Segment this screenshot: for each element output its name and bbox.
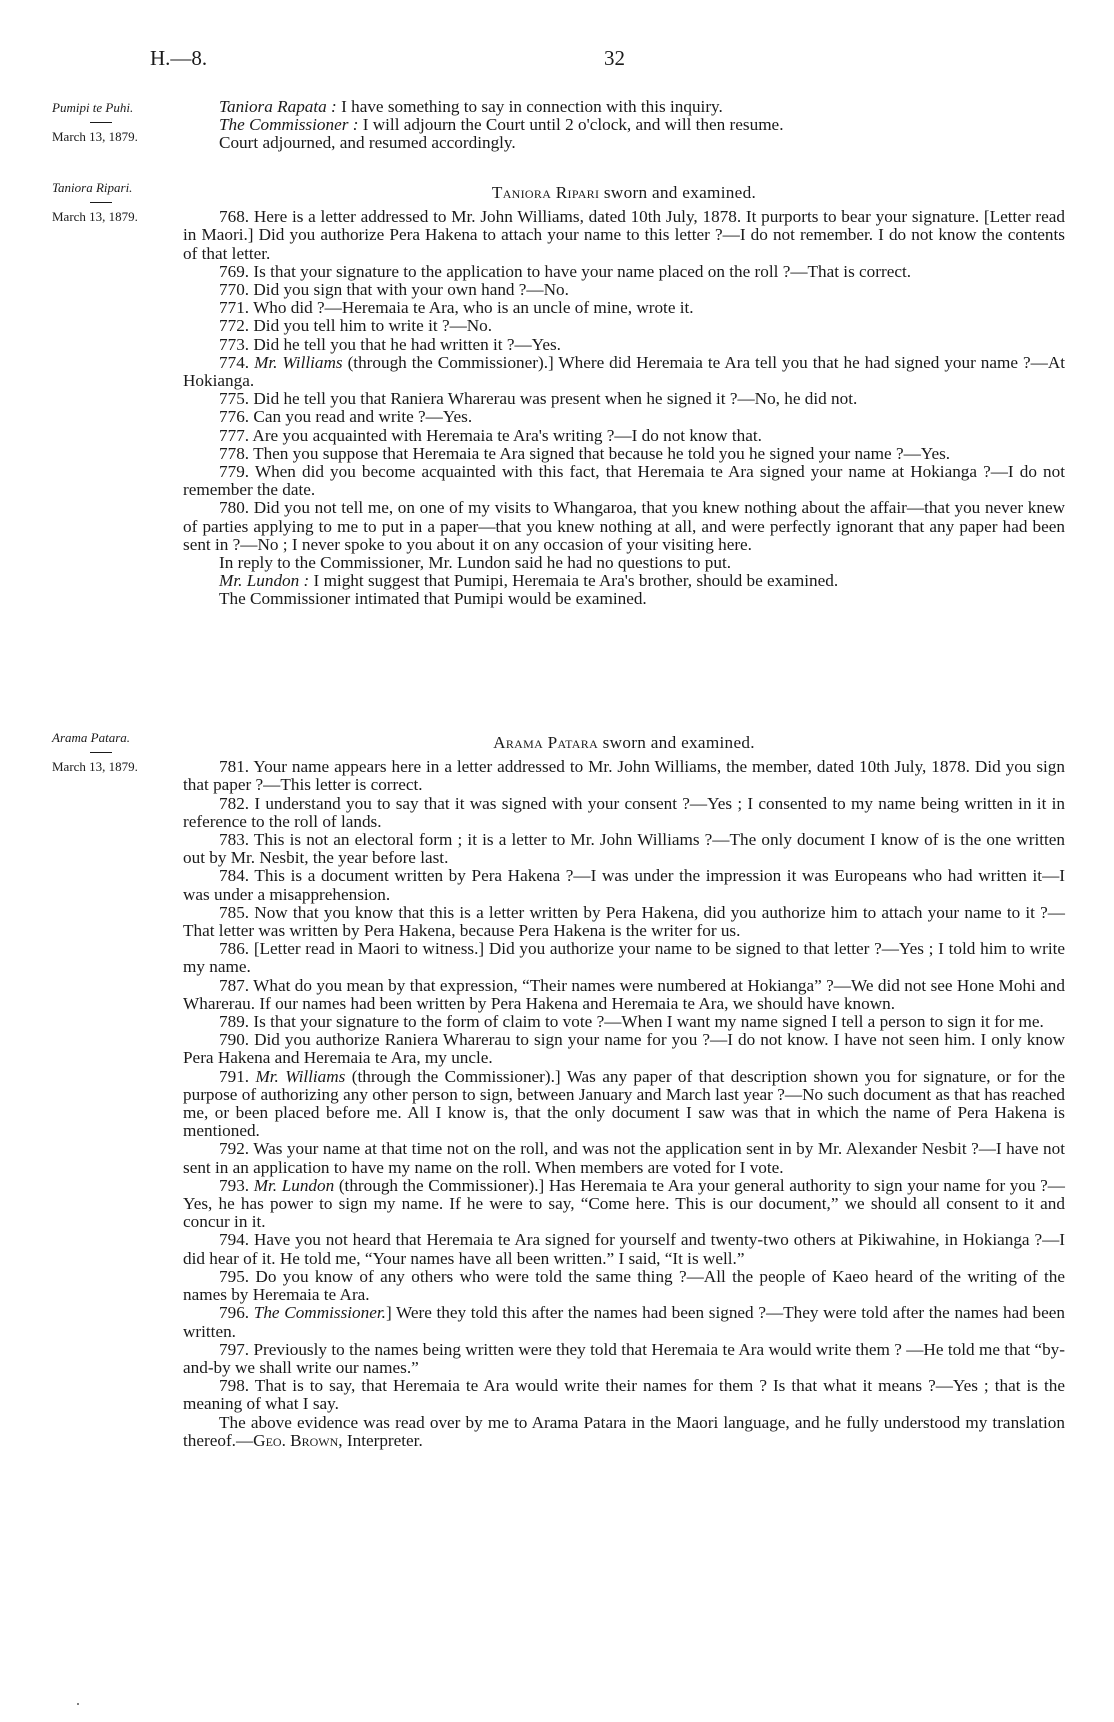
question-770: 770. Did you sign that with your own hand ?—No. — [219, 280, 569, 300]
question-783: 783. This is not an electoral form ; it is a letter to Mr. John Williams ?—The only document I know of is the one written out by Mr. Nesbit, the year before last. — [183, 830, 1065, 868]
margin-rule — [90, 122, 112, 123]
margin-note-name: Arama Patara. — [52, 730, 130, 745]
question-776: 776. Can you read and write ?—Yes. — [219, 407, 473, 427]
question-794: 794. Have you not heard that Heremaia te Ara signed for yourself and twenty-two others at Pikiwahine, in Hokianga ?—I did hear of it. He told me, “Your names have all been written.” I said, “It is well.” — [183, 1230, 1065, 1268]
court-adjourned: Court adjourned, and resumed accordingly. — [219, 133, 516, 153]
question-777: 777. Are you acquainted with Heremaia te Ara's writing ?—I do not know that. — [219, 425, 762, 445]
question-number: 796. — [219, 1303, 254, 1323]
closing-statement — [183, 1414, 1065, 1450]
question-774 — [183, 354, 1065, 390]
margin-rule — [90, 202, 112, 203]
speaker-name: Mr. Lundon : — [219, 571, 310, 591]
margin-note-name: Pumipi te Puhi. — [52, 100, 134, 115]
question-number: 791. — [219, 1066, 256, 1086]
margin-note-name: Taniora Ripari. — [52, 180, 133, 195]
question-772: 772. Did you tell him to write it ?—No. — [219, 316, 493, 336]
speaker-name: The Commissioner. — [253, 1303, 386, 1323]
question-780: 780. Did you not tell me, on one of my visits to Whangaroa, that you knew nothing about the affair—that you never knew of parties applying to me to put in a paper—that you knew nothing at all, and were perfectly ignorant that any paper had been sent in ?—No ; I never spoke to you about it on any occasion of your visiting here. — [183, 498, 1065, 554]
statement-commissioner — [183, 116, 1065, 134]
question-text: (through the Commissioner).] Was any paper of that description shown you for signature, or for the purpose of authorizing any other person to sign, between January and March last year ?—No such document as that has reached me, or been placed before me. All I know is, that the only document I saw was that in which the name of Pera Hakena is mentioned. — [183, 1066, 1066, 1141]
question-792: 792. Was your name at that time not on the roll, and was not the application sent in by Mr. Alexander Nesbit ?—I have not sent in an application to have my name on the roll. When members are voted for I vote. — [183, 1139, 1065, 1177]
question-text: ] Were they told this after the names had been signed ?—They were told after the names had been written. — [183, 1303, 1065, 1341]
question-785: 785. Now that you know that this is a letter written by Pera Hakena, did you authorize him to attach your name to it ?—That letter was written by Pera Hakena, because Pera Hakena is the writer for us. — [183, 902, 1065, 941]
interpreter-signature: Geo. Brown — [253, 1430, 339, 1450]
margin-note-date: March 13, 1879. — [52, 129, 138, 144]
question-795: 795. Do you know of any others who were told the same thing ?—All the people of Kaeo heard of the writing of the names by Heremaia te Ara. — [183, 1266, 1065, 1305]
witness-heading — [183, 734, 1065, 752]
witness-heading — [183, 184, 1065, 202]
margin-note-taniora — [52, 180, 172, 225]
question-796 — [183, 1304, 1065, 1340]
speaker-name: Mr. Williams — [255, 1066, 346, 1086]
margin-note-arama — [52, 730, 172, 775]
statement-text: I will adjourn the Court until 2 o'clock, and will then resume. — [358, 115, 784, 135]
statement-text: I have something to say in connection with this inquiry. — [336, 97, 723, 116]
closing-text: The above evidence was read over by me to Arama Patara in the Maori language, and he fully understood my translation thereof.— — [183, 1412, 1065, 1450]
question-771: 771. Who did ?—Heremaia te Ara, who is an uncle of mine, wrote it. — [219, 298, 694, 318]
question-775: 775. Did he tell you that Raniera Wharerau was present when he signed it ?—No, he did not. — [219, 389, 858, 409]
margin-rule — [90, 752, 112, 753]
question-text: (through the Commissioner).] Where did Heremaia te Ara tell you that he had signed your name ?—At Hokianga. — [183, 352, 1066, 391]
statement-rapata — [183, 98, 1065, 116]
question-769: 769. Is that your signature to the application to have your name placed on the roll ?—That is correct. — [219, 261, 912, 281]
heading-rest: sworn and examined. — [598, 733, 755, 752]
question-787: 787. What do you mean by that expression, “Their names were numbered at Hokianga” ?—We did not see Hone Mohi and Wharerau. If our names had been written by Pera Hakena and Heremaia te Ara, we should have known. — [183, 975, 1065, 1013]
question-791 — [183, 1068, 1065, 1141]
question-786: 786. [Letter read in Maori to witness.] Did you authorize your name to be signed to that letter ?—Yes ; I told him to write my name. — [183, 939, 1065, 977]
statement-lundon — [183, 572, 1065, 590]
section-adjournment — [183, 98, 1065, 153]
interpreter-role: , Interpreter. — [338, 1430, 423, 1450]
question-781: 781. Your name appears here in a letter addressed to Mr. John Williams, the member, dated 10th July, 1878. Did you sign that paper ?—This letter is correct. — [183, 757, 1065, 795]
section-taniora-ripari — [183, 176, 1065, 609]
witness-name: Taniora Ripari — [491, 183, 600, 202]
page-header — [150, 46, 1114, 76]
speaker-name: Mr. Williams — [254, 352, 343, 372]
heading-rest: sworn and examined. — [599, 183, 757, 202]
scan-speck — [77, 1703, 79, 1705]
reply-lundon: In reply to the Commissioner, Mr. Lundon said he had no questions to put. — [219, 553, 732, 573]
question-779: 779. When did you become acquainted with this fact, that Heremaia te Ara signed your name at Hokianga ?—I do not remember the date. — [183, 462, 1065, 500]
question-782: 782. I understand you to say that it was signed with your consent ?—Yes ; I consented to my name being written in it in reference to the roll of lands. — [183, 793, 1065, 831]
statement-text: I might suggest that Pumipi, Heremaia te Ara's brother, should be examined. — [309, 571, 839, 591]
question-text: (through the Commissioner).] Has Heremaia te Ara your general authority to sign your name for you ?—Yes, he has power to sign my name. If he were to say, “Come here. This is our document,” we should all consent to it and concur in it. — [183, 1175, 1065, 1232]
question-768: 768. Here is a letter addressed to Mr. John Williams, dated 10th July, 1878. It purports to bear your signature. [Letter read in Maori.] Did you authorize Pera Hakena to attach your name to this letter ?—I do not remember. I do not know the contents of that letter. — [183, 207, 1065, 263]
question-number: 793. — [219, 1175, 254, 1195]
question-790: 790. Did you authorize Raniera Wharerau to sign your name for you ?—I do not know. I have not seen him. I only know Pera Hakena and Heremaia te Ara, my uncle. — [183, 1030, 1065, 1068]
question-773: 773. Did he tell you that he had written it ?—Yes. — [219, 334, 561, 354]
question-798: 798. That is to say, that Heremaia te Ara would write their names for them ? Is that what it means ?—Yes ; that is the meaning of what I say. — [183, 1376, 1065, 1414]
margin-note-date: March 13, 1879. — [52, 759, 138, 774]
question-797: 797. Previously to the names being written were they told that Heremaia te Ara would write them ? —He told me that “by-and-by we shall write our names.” — [183, 1339, 1065, 1377]
question-789: 789. Is that your signature to the form of claim to vote ?—When I want my name signed I tell a person to sign it for me. — [219, 1012, 1044, 1032]
commissioner-intimated: The Commissioner intimated that Pumipi would be examined. — [219, 589, 647, 609]
speaker-name: Mr. Lundon — [253, 1175, 335, 1195]
question-784: 784. This is a document written by Pera Hakena ?—I was under the impression it was Europeans who had written it—I was under a misapprehension. — [183, 866, 1065, 904]
question-778: 778. Then you suppose that Heremaia te Ara signed that because he told you he signed your name ?—Yes. — [219, 443, 951, 463]
section-arama-patara — [183, 726, 1065, 1450]
page-number: 32 — [604, 46, 625, 70]
speaker-name: The Commissioner : — [219, 115, 359, 135]
witness-name: Arama Patara — [493, 733, 599, 752]
margin-note-date: March 13, 1879. — [52, 209, 138, 224]
margin-note-pumipi — [52, 100, 172, 145]
document-code: H.—8. — [150, 46, 208, 70]
speaker-name: Taniora Rapata : — [219, 97, 337, 116]
question-number: 774. — [219, 352, 255, 372]
question-793 — [183, 1177, 1065, 1232]
